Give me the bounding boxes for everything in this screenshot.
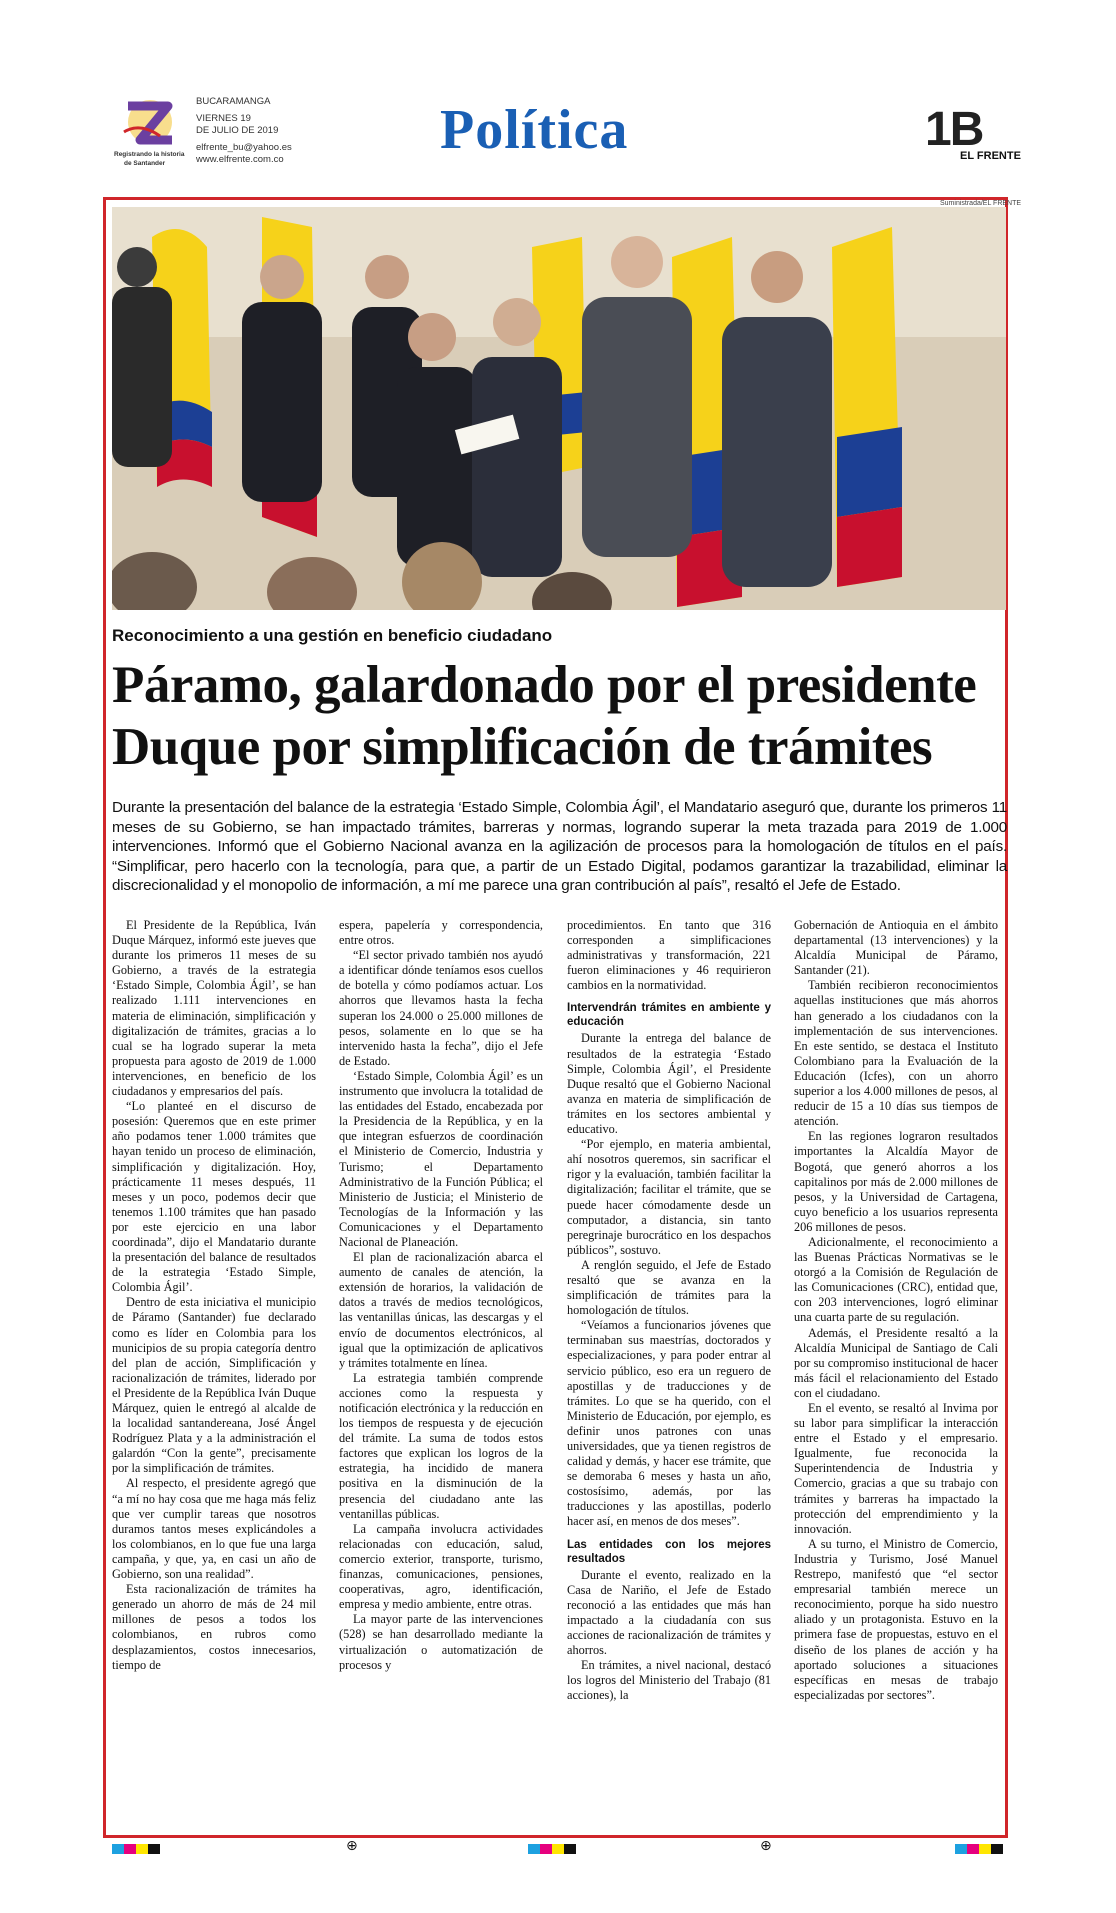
logo-text-1: Registrando la historia xyxy=(114,151,185,158)
email: elfrente_bu@yahoo.es xyxy=(196,142,292,153)
paragraph: A renglón seguido, el Jefe de Estado resaltó que se avanza en la simplificación de trámites para la homologación de títulos. xyxy=(567,1257,771,1318)
paragraph: También recibieron reconocimientos aquellas instituciones que más ahorros han generado a los ciudadanos con la implementación de sus intervenciones. En este sentido, se destaca el Instituto Colombiano para la Evaluación de la Educación (Icfes), con un ahorro superior a los 4.000 millones de pesos, al reducir de 15 a 10 días sus tiempos de atención. xyxy=(794,978,998,1129)
paragraph: Durante la entrega del balance de resultados de la estrategia ‘Estado Simple, Colombia Ágil’, el Presidente Duque resaltó que el Gobierno Nacional avanza en materia de simplificación de trámites en los sectores ambiental y educativo. xyxy=(567,1031,771,1137)
header-info xyxy=(196,96,292,166)
paragraph: “Veíamos a funcionarios jóvenes que terminaban sus maestrías, doctorados y especializaciones, y para poder entrar al servicio público, eso era un reguero de apostillas y de traducciones y de trámites. Lo que se ha querido, con el Ministerio de Educación, por ejemplo, es definir unos patrones con unas universidades, que ya tienen registros de calidad y demás, y hacer ese trámite, que se demoraba 6 meses y hasta un año, costosísimo, además, por las traducciones y las apostillas, poderlo hacer así, en menos de dos meses”. xyxy=(567,1318,771,1529)
day: VIERNES 19 xyxy=(196,113,251,124)
website: www.elfrente.com.co xyxy=(196,154,284,165)
subheading-entidades: Las entidades con los mejores resultados xyxy=(567,1538,771,1565)
registration-mark-icon: ⊕ xyxy=(760,1838,772,1854)
paragraph: Durante el evento, realizado en la Casa de Nariño, el Jefe de Estado reconoció a las entidades que más han impactado a la ciudadanía con sus acciones de racionalización de trámites y ahorros. xyxy=(567,1567,771,1658)
paragraph: La campaña involucra actividades relacionadas con educación, salud, comercio exterior, transporte, turismo, finanzas, comunicaciones, pensiones, cooperativas, agro, identificación, empresa y medio ambiente, entre otras. xyxy=(339,1521,543,1612)
paragraph: En las regiones lograron resultados importantes la Alcaldía Mayor de Bogotá, que generó ahorros a los capitalinos por más de 2.000 millones de pesos, y la Universidad de Cartagena, cuyo beneficio a los usuarios representa 206 millones de pesos. xyxy=(794,1129,998,1234)
article-headline xyxy=(112,654,1012,778)
paragraph: “Lo planteé en el discurso de posesión: Queremos que en este primer año podamos tener 1.000 trámites que hayan tenido un proceso de eliminación, simplificación y digitalización. Hoy, prácticamente 11 meses después, 11 meses y un poco, podemos decir que tenemos 1.100 trámites que han pasado por este ejercicio en una labor coordinada”, dijo el Mandatario durante la presentación del balance de resultados de la estrategia ‘Estado Simple, Colombia Ágil’. xyxy=(112,1099,316,1295)
color-bar-center xyxy=(528,1844,576,1854)
newspaper-logo xyxy=(110,92,190,170)
paragraph: “El sector privado también nos ayudó a identificar dónde teníamos esos cuellos de botella y cómo podíamos actuar. Los ahorros que llevamos hasta la fecha superan los 24.000 o 25.000 millones de pesos, solamente en lo que se ha intervenido hasta la fecha”, dijo el Jefe de Estado. xyxy=(339,948,543,1068)
paragraph: espera, papelería y correspondencia, entre otros. xyxy=(339,918,543,948)
logo-text-2: de Santander xyxy=(124,160,166,167)
paragraph: Esta racionalización de trámites ha generado un ahorro de más de 24 mil millones de pesos a todos los colombianos, en rubros como desplazamientos, costos innecesarios, tiempo de xyxy=(112,1582,316,1672)
body-column-1 xyxy=(112,918,316,1823)
paragraph: “Por ejemplo, en materia ambiental, ahí nosotros queremos, sin sacrificar el rigor y la evaluación, también facilitar la digitalización; facilitar el trámite, que se puede hacer cómodamente desde un computador, a distancia, sin tanto peregrinaje burocrático en los despachos públicos”, sostuvo. xyxy=(567,1137,771,1257)
paragraph: Gobernación de Antioquia en el ámbito departamental (13 intervenciones) y la Alcaldía Municipal de Páramo, Santander (21). xyxy=(794,918,998,978)
paragraph: Adicionalmente, el reconocimiento a las Buenas Prácticas Normativas se le otorgó a la Comisión de Regulación de las Comunicaciones (CRC), entidad que, con 203 intervenciones, logró eliminar una cuarta parte de su regulación. xyxy=(794,1234,998,1325)
color-bar-left xyxy=(112,1844,160,1854)
body-column-3 xyxy=(567,918,771,1823)
color-bar-right xyxy=(955,1844,1003,1854)
date: DE JULIO DE 2019 xyxy=(196,125,279,136)
page-number: 1B xyxy=(925,103,983,156)
headline-line-2: Duque por simplificación de trámites xyxy=(112,718,933,776)
paragraph: En trámites, a nivel nacional, destacó los logros del Ministerio del Trabajo (81 acciones), la xyxy=(567,1658,771,1703)
article-lead: Durante la presentación del balance de la estrategia ‘Estado Simple, Colombia Ágil’, el Mandatario aseguró que, durante los primeros 11 meses de su Gobierno, se han impactado trámites, barreras y normas, logrando superar la meta trazada para 2019 de 1.000 intervenciones. Informó que el Gobierno Nacional avanza en la agilización de procesos para la homologación de títulos en el país. “Simplificar, pero hacerlo con la tecnología, para que, a partir de un Estado Digital, podamos garantizar la trazabilidad, eliminar la discrecionalidad y el monopolio de información, a mí me parece una gran contribución al país”, resaltó el Jefe de Estado. xyxy=(112,799,1007,894)
paragraph: La mayor parte de las intervenciones (528) se han desarrollado mediante la virtualización o automatización de procesos y xyxy=(339,1612,543,1672)
paragraph: ‘Estado Simple, Colombia Ágil’ es un instrumento que involucra la totalidad de las entidades del Estado, encabezada por la Presidencia de la República, y en la que integran esfuerzos de coordinación el Ministerio de Comercio, Industria y Turismo; el Departamento Administrativo de la Función Pública; el Ministerio de Justicia; el Ministerio de Tecnologías de la Información y las Comunicaciones y el Departamento Nacional de Planeación. xyxy=(339,1068,543,1249)
section-title: Política xyxy=(440,99,629,161)
registration-mark-icon: ⊕ xyxy=(346,1838,358,1854)
paragraph: La estrategia también comprende acciones como la respuesta y notificación electrónica y la reducción en los tiempos de respuesta y de ejecución del trámite. La suma de todos estos factores que explican los logros de la estrategia, ha incidido de manera positiva en la disminución de la presencia del ciudadano ante las ventanillas públicas. xyxy=(339,1370,543,1521)
headline-line-1: Páramo, galardonado por el presidente xyxy=(112,656,977,714)
article-kicker: Reconocimiento a una gestión en beneficio ciudadano xyxy=(112,626,553,645)
paragraph: Al respecto, el presidente agregó que “a mí no hay cosa que me haga más feliz que ver cumplir tareas que nosotros duramos tantos meses explicándoles a los colombianos, en lo que fue una larga campaña, y que, ya, en casi un año de Gobierno, son una realidad”. xyxy=(112,1476,316,1582)
city: BUCARAMANGA xyxy=(196,96,271,107)
paragraph: procedimientos. En tanto que 316 corresponden a simplificaciones administrativas y transformación, 221 fueron eliminaciones y 46 requirieron cambios en la normatividad. xyxy=(567,918,771,993)
paragraph: El plan de racionalización abarca el aumento de canales de atención, la extensión de horarios, la validación de datos a través de medios tecnológicos, las ventanillas únicas, las descargas y el envío de documentos electrónicos, al igual que la optimización de aplicativos y trámites totalmente en línea. xyxy=(339,1250,543,1370)
article-photo xyxy=(112,207,1006,610)
paragraph: Dentro de esta iniciativa el municipio de Páramo (Santander) fue declarado como es líder en Colombia para los municipios de su propia categoría dentro del plan de acción, Simplificación y racionalización de trámites, liderado por el Presidente de la República Iván Duque Márquez, quien le entregó al alcalde de la localidad santandereana, José Ángel Rodríguez Plata y a la administración el galardón “Con la gente”, precisamente por la simplificación de trámites. xyxy=(112,1295,316,1476)
subheading-ambiente: Intervendrán trámites en ambiente y educación xyxy=(567,1002,771,1029)
paragraph: El Presidente de la República, Iván Duque Márquez, informó este jueves que durante los primeros 11 meses de su Gobierno, a través de la estrategia ‘Estado Simple, Colombia Ágil’, se han realizado 1.111 intervenciones en materia de eliminación, simplificación y digitalización de trámites, gracias a lo cual se ha logrado superar la meta propuesta para agosto de 2019 de 1.000 intervenciones, en beneficio de los ciudadanos y empresarios del país. xyxy=(112,918,316,1099)
photo-credit: Suministrada/EL FRENTE xyxy=(940,200,1022,207)
paragraph: Además, el Presidente resaltó a la Alcaldía Municipal de Santiago de Cali por su compromiso institucional de hacer más fácil el relacionamiento del Estado con el ciudadano. xyxy=(794,1325,998,1400)
page-brand: EL FRENTE xyxy=(960,150,1021,162)
body-column-2 xyxy=(339,918,543,1823)
paragraph: A su turno, el Ministro de Comercio, Industria y Turismo, José Manuel Restrepo, manifestó que “el sector empresarial también merece un reconocimiento, porque ha sido nuestro aliado y un protagonista. Estuvo en la primera fase de propuestas, estuvo en el diseño de los planes de acción y ha aportado soluciones a situaciones específicas en mesas de trabajo especializadas por sectores”. xyxy=(794,1536,998,1702)
paragraph: En el evento, se resaltó al Invima por su labor para simplificar la interacción entre el Estado y el empresario. Igualmente, fue reconocida la Superintendencia de Industria y Comercio, gracias a que su trabajo con trámites y barreras ha impactado la protección del emprendimiento y la innovación. xyxy=(794,1401,998,1536)
body-column-4 xyxy=(794,918,998,1823)
